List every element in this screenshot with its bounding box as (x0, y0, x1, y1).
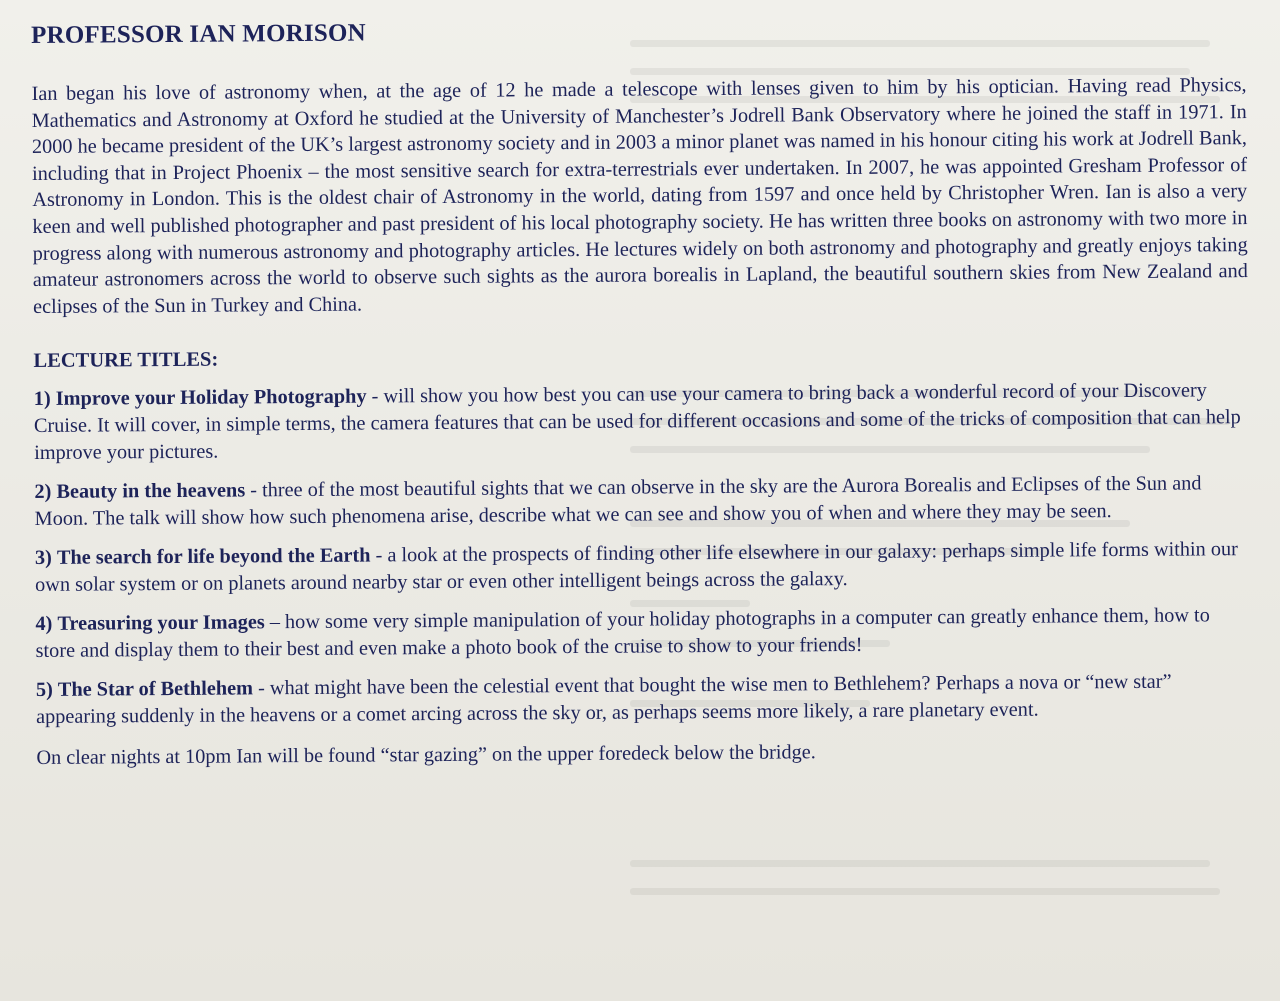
lecture-title: The search for life beyond the Earth (56, 544, 371, 570)
lecture-description: what might have been the celestial event that bought the wise men to Bethlehem? Perhaps a nova or “new star” appearing suddenly in the heavens or a comet arcing across the sky or, as perhaps seems more likely, a rare planetary event. (36, 671, 1172, 729)
lecture-item (35, 536, 1250, 599)
lecture-separator: – (264, 611, 286, 634)
lecture-number: 3) (34, 547, 52, 570)
page-title: PROFESSOR IAN MORISON (31, 19, 366, 49)
lecture-item (34, 470, 1249, 533)
lecture-separator: - (370, 544, 388, 567)
lecture-description: three of the most beautiful sights that we can observe in the sky are the Aurora Borealis and Eclipses of the Sun and Moon. The talk will show how such phenomena arise, describe what we can see and show you of when and where they may be seen. (34, 472, 1202, 531)
lecture-title: Beauty in the heavens (56, 479, 246, 504)
lecture-number: 5) (35, 679, 53, 702)
lecture-separator: - (366, 385, 384, 408)
lecture-item (34, 377, 1250, 467)
lecture-item (36, 668, 1251, 731)
lecture-separator: - (245, 479, 263, 502)
lecture-number: 4) (35, 613, 53, 636)
lecture-description: a look at the prospects of finding other life elsewhere in our galaxy: perhaps simple life forms within our own solar system or on planets around nearby star or even other intelligent beings across the galaxy. (35, 538, 1238, 597)
lecture-number: 1) (33, 388, 51, 411)
lecture-item (35, 602, 1250, 665)
lecture-title: Treasuring your Images (57, 611, 265, 636)
document-body (31, 13, 1251, 772)
lecture-title: Improve your Holiday Photography (55, 385, 367, 411)
lecture-separator: - (252, 677, 270, 700)
closing-note: On clear nights at 10pm Ian will be found “star gazing” on the upper foredeck below the bridge. (36, 741, 816, 770)
lecture-titles-heading: LECTURE TITLES: (33, 348, 219, 373)
lecture-description: will show you how best you can use your camera to bring back a wonderful record of your Discovery Cruise. It will cover, in simple terms, the camera features that can be used for different occasions and some of the tricks of composition that can help improve your pictures. (33, 379, 1241, 465)
lecture-title: The Star of Bethlehem (57, 677, 254, 702)
lecture-list (34, 377, 1251, 731)
biography-paragraph: Ian began his love of astronomy when, at the age of 12 he made a telescope with lenses given to him by his optician. Having read Physics, Mathematics and Astronomy at Oxford he studied at the University of Manchester’s Jodrell Bank Observatory where he joined the staff in 1971. In 2000 he became president of the UK’s largest astronomy society and in 2003 a minor planet was named in his honour citing his work at Jodrell Bank, including that in Project Phoenix – the most sensitive search for extra-terrestrials ever undertaken. In 2007, he was appointed Gresham Professor of Astronomy in London. This is the oldest chair of Astronomy in the world, dating from 1597 and once held by Christopher Wren. Ian is also a very keen and well published photographer and past president of his local photography society. He has written three books on astronomy with two more in progress along with numerous astronomy and photography articles. He lectures widely on both astronomy and photography and greatly enjoys taking amateur astronomers across the world to observe such sights as the aurora borealis in Lapland, the beautiful southern skies from New Zealand and eclipses of the Sun in Turkey and China. (31, 74, 1248, 318)
lecture-description: how some very simple manipulation of your holiday photographs in a computer can greatly enhance them, how to store and display them to their best and even make a photo book of the cruise to show to your friends! (35, 604, 1210, 663)
lecture-number: 2) (34, 481, 52, 504)
